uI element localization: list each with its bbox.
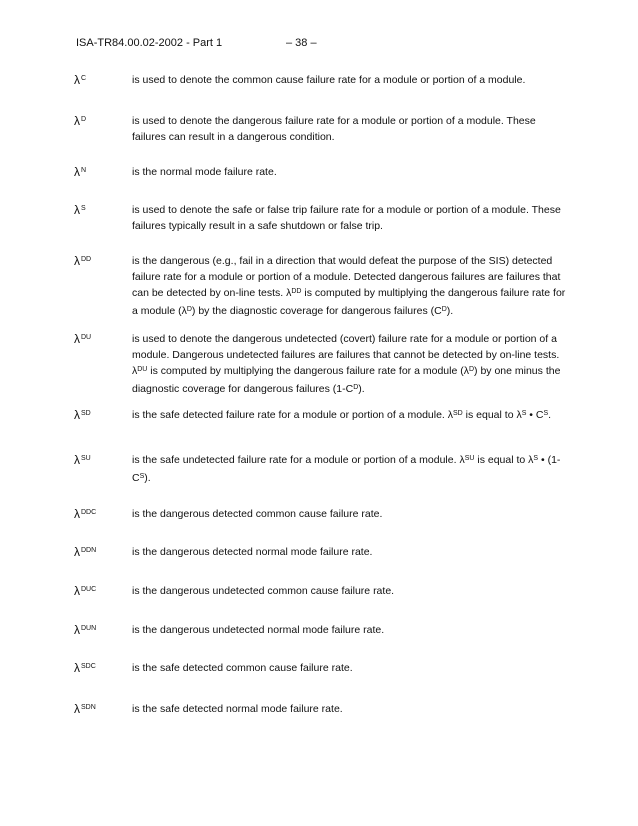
definition-item	[74, 544, 574, 560]
symbol-superscript: DD	[81, 256, 92, 263]
symbol-lambda: λ	[74, 584, 80, 598]
symbol-superscript: DU	[81, 334, 92, 341]
text-run: is the safe undetected failure rate for a module or portion of a module. λ	[132, 454, 465, 466]
document-id: ISA-TR84.00.02-2002 - Part 1	[76, 37, 223, 49]
definition-text	[132, 164, 572, 180]
text-run: is equal to λ	[474, 454, 534, 466]
text-run: is the safe detected failure rate for a module or portion of a module. λ	[132, 409, 454, 421]
text-run: is the normal mode failure rate.	[132, 166, 277, 178]
symbol	[74, 113, 124, 132]
symbol-superscript: DDC	[81, 509, 97, 516]
symbol	[74, 622, 124, 641]
symbol	[74, 544, 124, 563]
definition-item	[74, 202, 574, 234]
symbol-lambda: λ	[74, 507, 80, 521]
symbol	[74, 506, 124, 525]
symbol-lambda: λ	[74, 661, 80, 675]
inline-superscript: S	[139, 473, 145, 480]
symbol-lambda: λ	[74, 453, 80, 467]
inline-superscript: DD	[291, 288, 302, 295]
symbol-superscript: DDN	[81, 547, 97, 554]
inline-superscript: S	[521, 410, 527, 417]
symbol-superscript: N	[81, 167, 87, 174]
symbol-superscript: D	[81, 116, 87, 123]
inline-superscript: D	[186, 306, 192, 313]
symbol-superscript: SDN	[81, 704, 96, 711]
definition-text	[132, 452, 572, 488]
symbol	[74, 253, 124, 272]
inline-superscript: D	[353, 384, 359, 391]
definition-text	[132, 583, 572, 599]
symbol	[74, 164, 124, 183]
definition-text	[132, 701, 572, 717]
text-run: is the safe detected normal mode failure rate.	[132, 703, 343, 715]
text-run: ).	[358, 383, 365, 395]
symbol-superscript: DUN	[81, 625, 97, 632]
definition-item	[74, 253, 574, 321]
text-run: is used to denote the safe or false trip failure rate for a module or portion of a module. These failures typically result in a safe shutdown or false trip.	[132, 204, 561, 232]
text-run: is the dangerous undetected normal mode failure rate.	[132, 624, 385, 636]
symbol	[74, 407, 124, 426]
text-run: ) by the diagnostic coverage for dangerous failures (C	[191, 305, 442, 317]
text-run: is used to denote the dangerous undetected (covert) failure rate for a module or portion of a module. Dangerous undetected failures are failures that cannot be detected by on-line tests. λ	[132, 333, 560, 377]
symbol-lambda: λ	[74, 73, 80, 87]
symbol-lambda: λ	[74, 165, 80, 179]
definition-item	[74, 164, 574, 180]
definition-text	[132, 506, 572, 522]
page-header	[76, 37, 317, 49]
page-number: – 38 –	[286, 37, 317, 49]
symbol	[74, 331, 124, 350]
definition-text	[132, 72, 572, 88]
symbol-lambda: λ	[74, 203, 80, 217]
symbol	[74, 202, 124, 221]
inline-superscript: S	[543, 410, 549, 417]
inline-superscript: SD	[453, 410, 463, 417]
definition-text	[132, 407, 572, 425]
text-run: is computed by multiplying the dangerous failure rate for a module (λ	[132, 287, 566, 317]
definition-item	[74, 701, 574, 717]
inline-superscript: D	[468, 366, 475, 373]
text-run: • C	[526, 409, 544, 421]
text-run: is the dangerous detected normal mode failure rate.	[132, 546, 373, 558]
definition-item	[74, 452, 574, 488]
definition-item	[74, 506, 574, 522]
inline-superscript: S	[533, 455, 539, 462]
text-run: is the dangerous (e.g., fail in a direction that would defeat the purpose of the SIS) detected failure rate for a module or portion of a module. Detected dangerous failures are failures that can be detected by on-line tests. λ	[132, 255, 561, 299]
definition-text	[132, 113, 572, 145]
symbol-lambda: λ	[74, 545, 80, 559]
symbol-lambda: λ	[74, 408, 80, 422]
symbol-lambda: λ	[74, 114, 80, 128]
definition-item	[74, 407, 574, 425]
definition-text	[132, 331, 572, 399]
symbol-superscript: S	[81, 205, 86, 212]
symbol-superscript: SDC	[81, 663, 96, 670]
definition-item	[74, 72, 574, 88]
text-run: is the safe detected common cause failure rate.	[132, 662, 353, 674]
symbol-superscript: SD	[81, 410, 91, 417]
definition-text	[132, 253, 572, 321]
definition-text	[132, 544, 572, 560]
symbol	[74, 72, 124, 91]
definition-text	[132, 660, 572, 676]
symbol	[74, 452, 124, 471]
text-run: ).	[446, 305, 454, 317]
text-run: is equal to λ	[462, 409, 522, 421]
symbol-lambda: λ	[74, 254, 80, 268]
text-run: is the dangerous undetected common cause failure rate.	[132, 585, 395, 597]
symbol-superscript: DUC	[81, 586, 97, 593]
text-run: .	[548, 409, 552, 421]
text-run: • (1-C	[132, 454, 561, 484]
text-run: ).	[144, 472, 151, 484]
symbol-lambda: λ	[74, 332, 80, 346]
symbol-lambda: λ	[74, 623, 80, 637]
symbol-lambda: λ	[74, 702, 80, 716]
definition-item	[74, 660, 574, 676]
text-run: is computed by multiplying the dangerous failure rate for a module (λ	[147, 365, 469, 377]
inline-superscript: SU	[464, 455, 475, 462]
symbol	[74, 701, 124, 720]
symbol	[74, 583, 124, 602]
symbol	[74, 660, 124, 679]
symbol-superscript: C	[81, 75, 87, 82]
definition-item	[74, 583, 574, 599]
text-run: is the dangerous detected common cause failure rate.	[132, 508, 383, 520]
text-run: ) by one minus the diagnostic coverage for dangerous failures (1-C	[132, 365, 561, 395]
definition-text	[132, 202, 572, 234]
inline-superscript: DU	[137, 366, 148, 373]
definition-item	[74, 113, 574, 145]
symbol-superscript: SU	[81, 455, 91, 462]
inline-superscript: D	[441, 306, 447, 313]
definition-item	[74, 331, 574, 399]
definition-text	[132, 622, 572, 638]
text-run: is used to denote the common cause failure rate for a module or portion of a module.	[132, 74, 526, 86]
text-run: is used to denote the dangerous failure rate for a module or portion of a module. These failures can result in a dangerous condition.	[132, 115, 536, 143]
definition-item	[74, 622, 574, 638]
